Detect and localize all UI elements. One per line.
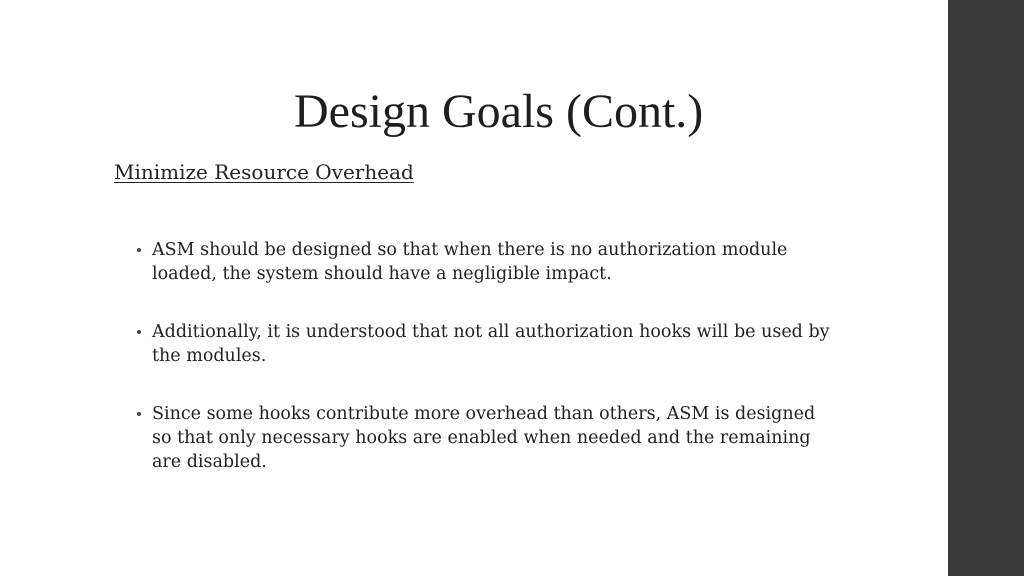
bullet-list [134, 238, 834, 474]
accent-side-bar [948, 0, 1024, 576]
bullet-dot-icon [137, 330, 141, 334]
slide-title: Design Goals (Cont.) [294, 85, 704, 138]
bullet-text: Additionally, it is understood that not all authorization hooks will be used by the modules. [152, 322, 830, 366]
bullet-item [134, 402, 834, 474]
bullet-text: Since some hooks contribute more overhead than others, ASM is designed so that only necessary hooks are enabled when needed and the remaining are disabled. [152, 404, 816, 472]
bullet-item [134, 238, 834, 286]
bullet-text: ASM should be designed so that when there is no authorization module loaded, the system should have a negligible impact. [152, 240, 788, 284]
bullet-item [134, 320, 834, 368]
bullet-dot-icon [137, 412, 141, 416]
bullet-dot-icon [137, 248, 141, 252]
slide-subtitle: Minimize Resource Overhead [114, 160, 414, 184]
